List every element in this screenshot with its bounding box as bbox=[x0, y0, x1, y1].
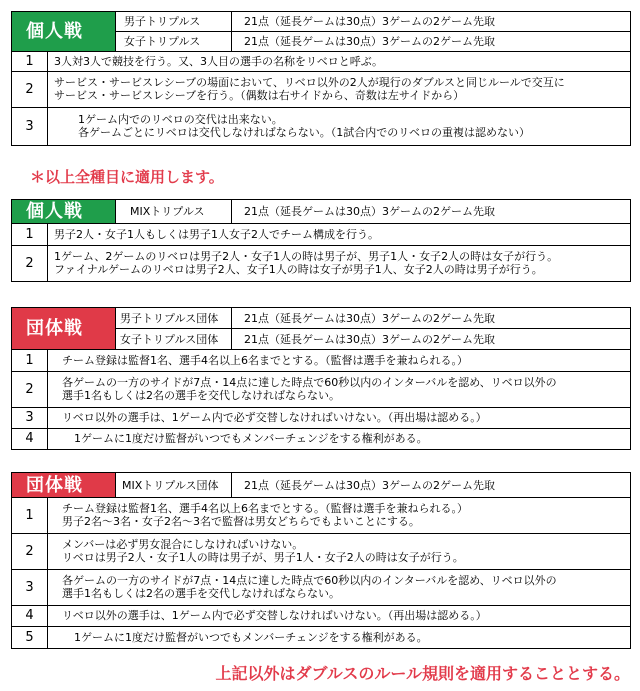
event-name: 女子トリプルス団体 bbox=[116, 329, 232, 350]
section-label: 団体戦 bbox=[12, 308, 116, 350]
item-number: 1 bbox=[12, 497, 48, 533]
event-name: MIXトリプルス bbox=[116, 200, 232, 224]
item-text: ファイナルゲームのリベロは男子2人、女子1人の時は女子が男子1人、女子2人の時は男子が行う。 bbox=[54, 263, 543, 276]
footer-note: 上記以外はダブルスのルール規則を適用することとする。 bbox=[215, 664, 630, 683]
rule-item bbox=[12, 569, 631, 605]
item-number: 3 bbox=[12, 407, 48, 428]
item-text: 男子2名～3名・女子2名～3名で監督は男女どちらでもよいことにする。 bbox=[62, 515, 420, 528]
item-text: 1ゲームに1度だけ監督がいつでもメンバーチェンジをする権利がある。 bbox=[74, 630, 428, 644]
item-number: 1 bbox=[12, 223, 48, 245]
item-text: 選手1名もしくは2名の選手を交代しなければならない。 bbox=[62, 587, 340, 600]
rule-item bbox=[12, 626, 631, 648]
item-text: リベロ以外の選手は、1ゲーム内で必ず交替しなければいけない。（再出場は認める。） bbox=[62, 609, 487, 622]
rule-item bbox=[12, 428, 631, 449]
section-team-triples bbox=[11, 307, 631, 450]
rule-item bbox=[12, 605, 631, 626]
event-rule: 21点（延長ゲームは30点）3ゲームの2ゲーム先取 bbox=[232, 200, 631, 224]
rule-item bbox=[12, 51, 631, 71]
item-number: 3 bbox=[12, 107, 48, 145]
item-text: 選手1名もしくは2名の選手を交代しなければならない。 bbox=[62, 389, 340, 402]
item-number: 2 bbox=[12, 71, 48, 107]
section-individual-mix bbox=[11, 199, 631, 282]
event-rule: 21点（延長ゲームは30点）3ゲームの2ゲーム先取 bbox=[232, 32, 631, 52]
section-team-mix bbox=[11, 472, 631, 649]
event-name: 女子トリプルス bbox=[116, 32, 232, 52]
item-text: 各ゲームごとにリベロは交代しなければならない。（1試合内でのリベロの重複は認めない） bbox=[78, 126, 531, 139]
item-text: 1ゲーム、2ゲームのリベロは男子2人・女子1人の時は男子が、男子1人・女子2人の時は女子が行う。 bbox=[54, 250, 559, 263]
event-rule: 21点（延長ゲームは30点）3ゲームの2ゲーム先取 bbox=[232, 473, 631, 498]
event-rule: 21点（延長ゲームは30点）3ゲームの2ゲーム先取 bbox=[232, 12, 631, 32]
item-text: 各ゲームの一方のサイドが7点・14点に達した時点で60秒以内のインターバルを認め、リベロ以外の bbox=[62, 574, 557, 587]
item-number: 1 bbox=[12, 51, 48, 71]
item-number: 4 bbox=[12, 428, 48, 449]
item-number: 2 bbox=[12, 245, 48, 281]
rule-item bbox=[12, 407, 631, 428]
event-rule: 21点（延長ゲームは30点）3ゲームの2ゲーム先取 bbox=[232, 308, 631, 329]
item-text: サービス・サービスレシーブの場面において、リベロ以外の2人が現行のダブルスと同じルールで交互に bbox=[54, 76, 565, 89]
section-label: 団体戦 bbox=[12, 473, 116, 498]
item-text: 各ゲームの一方のサイドが7点・14点に達した時点で60秒以内のインターバルを認め、リベロ以外の bbox=[62, 376, 557, 389]
item-text: サービス・サービスレシーブを行う。（偶数は右サイドから、奇数は左サイドから） bbox=[54, 89, 465, 102]
item-text: 1ゲームに1度だけ監督がいつでもメンバーチェンジをする権利がある。 bbox=[74, 432, 428, 445]
rule-item bbox=[12, 223, 631, 245]
section-individual-triples bbox=[11, 11, 631, 146]
item-text: リベロは男子2人・女子1人の時は男子が、男子1人・女子2人の時は女子が行う。 bbox=[62, 551, 464, 564]
item-text: 1ゲーム内でのリベロの交代は出来ない。 bbox=[78, 113, 283, 126]
item-number: 1 bbox=[12, 349, 48, 371]
rule-item bbox=[12, 497, 631, 533]
item-text: 男子2人・女子1人もしくは男子1人女子2人でチーム構成を行う。 bbox=[54, 227, 379, 241]
event-name: 男子トリプルス団体 bbox=[116, 308, 232, 329]
item-number: 3 bbox=[12, 569, 48, 605]
rule-item bbox=[12, 71, 631, 107]
item-text: チーム登録は監督1名、選手4名以上6名までとする。（監督は選手を兼ねられる。） bbox=[62, 353, 468, 367]
section-label: 個人戦 bbox=[12, 200, 116, 224]
rule-item bbox=[12, 245, 631, 281]
rule-item bbox=[12, 349, 631, 371]
section-label: 個人戦 bbox=[12, 12, 116, 52]
event-name: 男子トリプルス bbox=[116, 12, 232, 32]
item-text: 3人対3人で競技を行う。又、3人目の選手の名称をリベロと呼ぶ。 bbox=[54, 54, 383, 68]
item-number: 5 bbox=[12, 626, 48, 648]
event-name: MIXトリプルス団体 bbox=[116, 473, 232, 498]
item-number: 2 bbox=[12, 371, 48, 407]
applies-all-note: ＊以上全種目に適用します。 bbox=[30, 168, 224, 186]
item-number: 4 bbox=[12, 605, 48, 626]
rule-item bbox=[12, 371, 631, 407]
item-number: 2 bbox=[12, 533, 48, 569]
item-text: メンバーは必ず男女混合にしなければいけない。 bbox=[62, 538, 304, 551]
event-rule: 21点（延長ゲームは30点）3ゲームの2ゲーム先取 bbox=[232, 329, 631, 350]
rule-item bbox=[12, 533, 631, 569]
rule-item bbox=[12, 107, 631, 145]
item-text: チーム登録は監督1名、選手4名以上6名までとする。（監督は選手を兼ねられる。） bbox=[62, 502, 468, 515]
item-text: リベロ以外の選手は、1ゲーム内で必ず交替しなければいけない。（再出場は認める。） bbox=[62, 411, 487, 424]
